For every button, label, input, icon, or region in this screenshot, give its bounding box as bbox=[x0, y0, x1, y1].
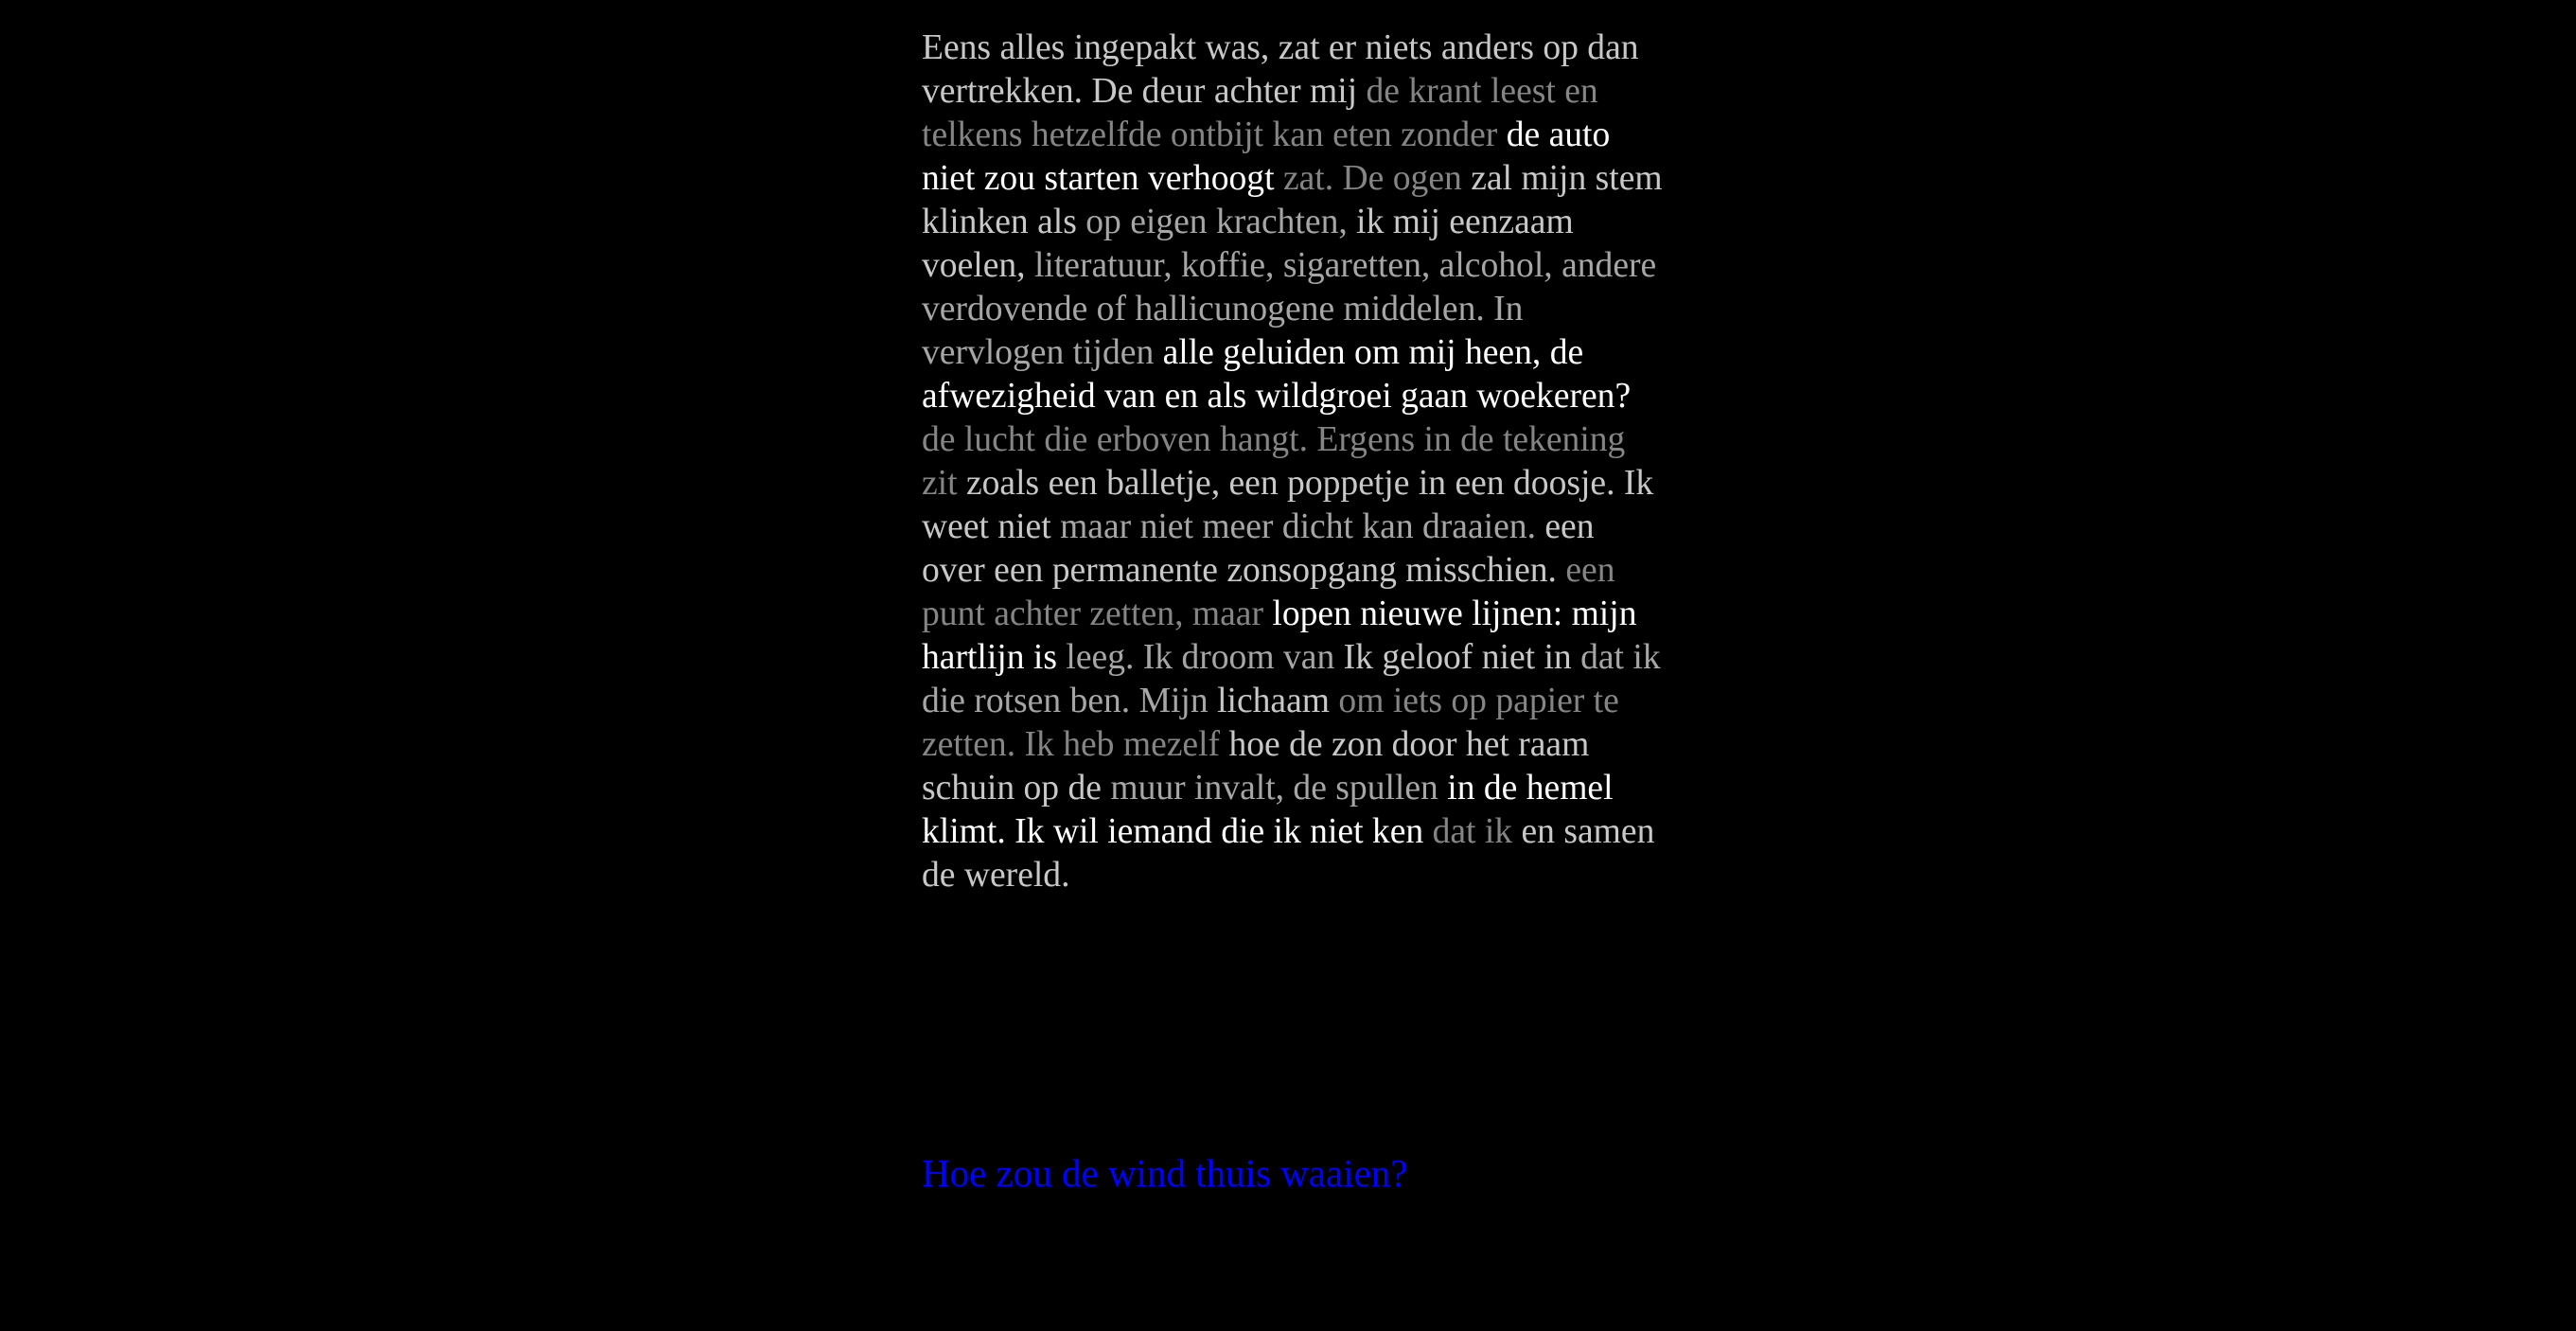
poem-segment: in de hemel klimt. Ik wil iemand die ik niet ken bbox=[922, 769, 1614, 851]
poem-segment: en samen de wereld. bbox=[922, 812, 1655, 895]
poem-segment: zoals een balletje, een poppetje in een doosje. Ik weet niet bbox=[922, 464, 1654, 546]
poem-segment: zal mijn stem klinken als bbox=[922, 159, 1663, 241]
poem-segment: ik mij eenzaam voelen, bbox=[922, 203, 1574, 285]
poem-segment: lopen nieuwe lijnen: mijn hartlijn is bbox=[922, 595, 1637, 677]
poem-segment: maar niet meer dicht kan draaien. bbox=[1060, 507, 1545, 546]
poem-segment: Eens alles ingepakt was, zat er niets anders op dan vertrekken. De deur achter mij bbox=[922, 28, 1639, 111]
poem-segment: om iets op papier te zetten. Ik heb mezelf bbox=[922, 682, 1619, 764]
poem-text bbox=[922, 27, 1666, 897]
poem-segment: een punt achter zetten, maar bbox=[922, 551, 1615, 633]
poem-segment: dat ik die rotsen ben. Mijn bbox=[922, 638, 1661, 720]
poem-segment: alle geluiden om mij heen, de afwezigheid van en als wildgroei gaan woekeren? bbox=[922, 333, 1632, 416]
poem-segment: zat. De ogen bbox=[1282, 159, 1472, 198]
continue-link[interactable]: Hoe zou de wind thuis waaien? bbox=[922, 1151, 1408, 1195]
poem-segment: op eigen krachten, bbox=[1085, 203, 1357, 241]
poem-segment: leeg. Ik droom van bbox=[1066, 638, 1344, 677]
poem-segment: de lucht die erboven hangt. Ergens in de tekening zit bbox=[922, 420, 1626, 503]
poem-segment: de auto niet zou starten verhoogt bbox=[922, 115, 1611, 198]
poem-segment: muur invalt, de spullen bbox=[1110, 769, 1448, 807]
poem-segment: een over een permanente zonsopgang misschien. bbox=[922, 507, 1595, 590]
poem-segment: de krant leest en telkens hetzelfde ontbijt kan eten zonder bbox=[922, 72, 1598, 154]
poem-segment: dat ik bbox=[1432, 812, 1522, 851]
poem-segment: hoe de zon door het raam schuin op de bbox=[922, 725, 1590, 807]
poem-segment: lichaam bbox=[1217, 682, 1339, 720]
poem-segment: Ik geloof niet in bbox=[1343, 638, 1581, 677]
poem-segment: literatuur, koffie, sigaretten, alcohol, andere verdovende of hallicunogene middelen. In vervlogen tijden bbox=[922, 246, 1657, 372]
